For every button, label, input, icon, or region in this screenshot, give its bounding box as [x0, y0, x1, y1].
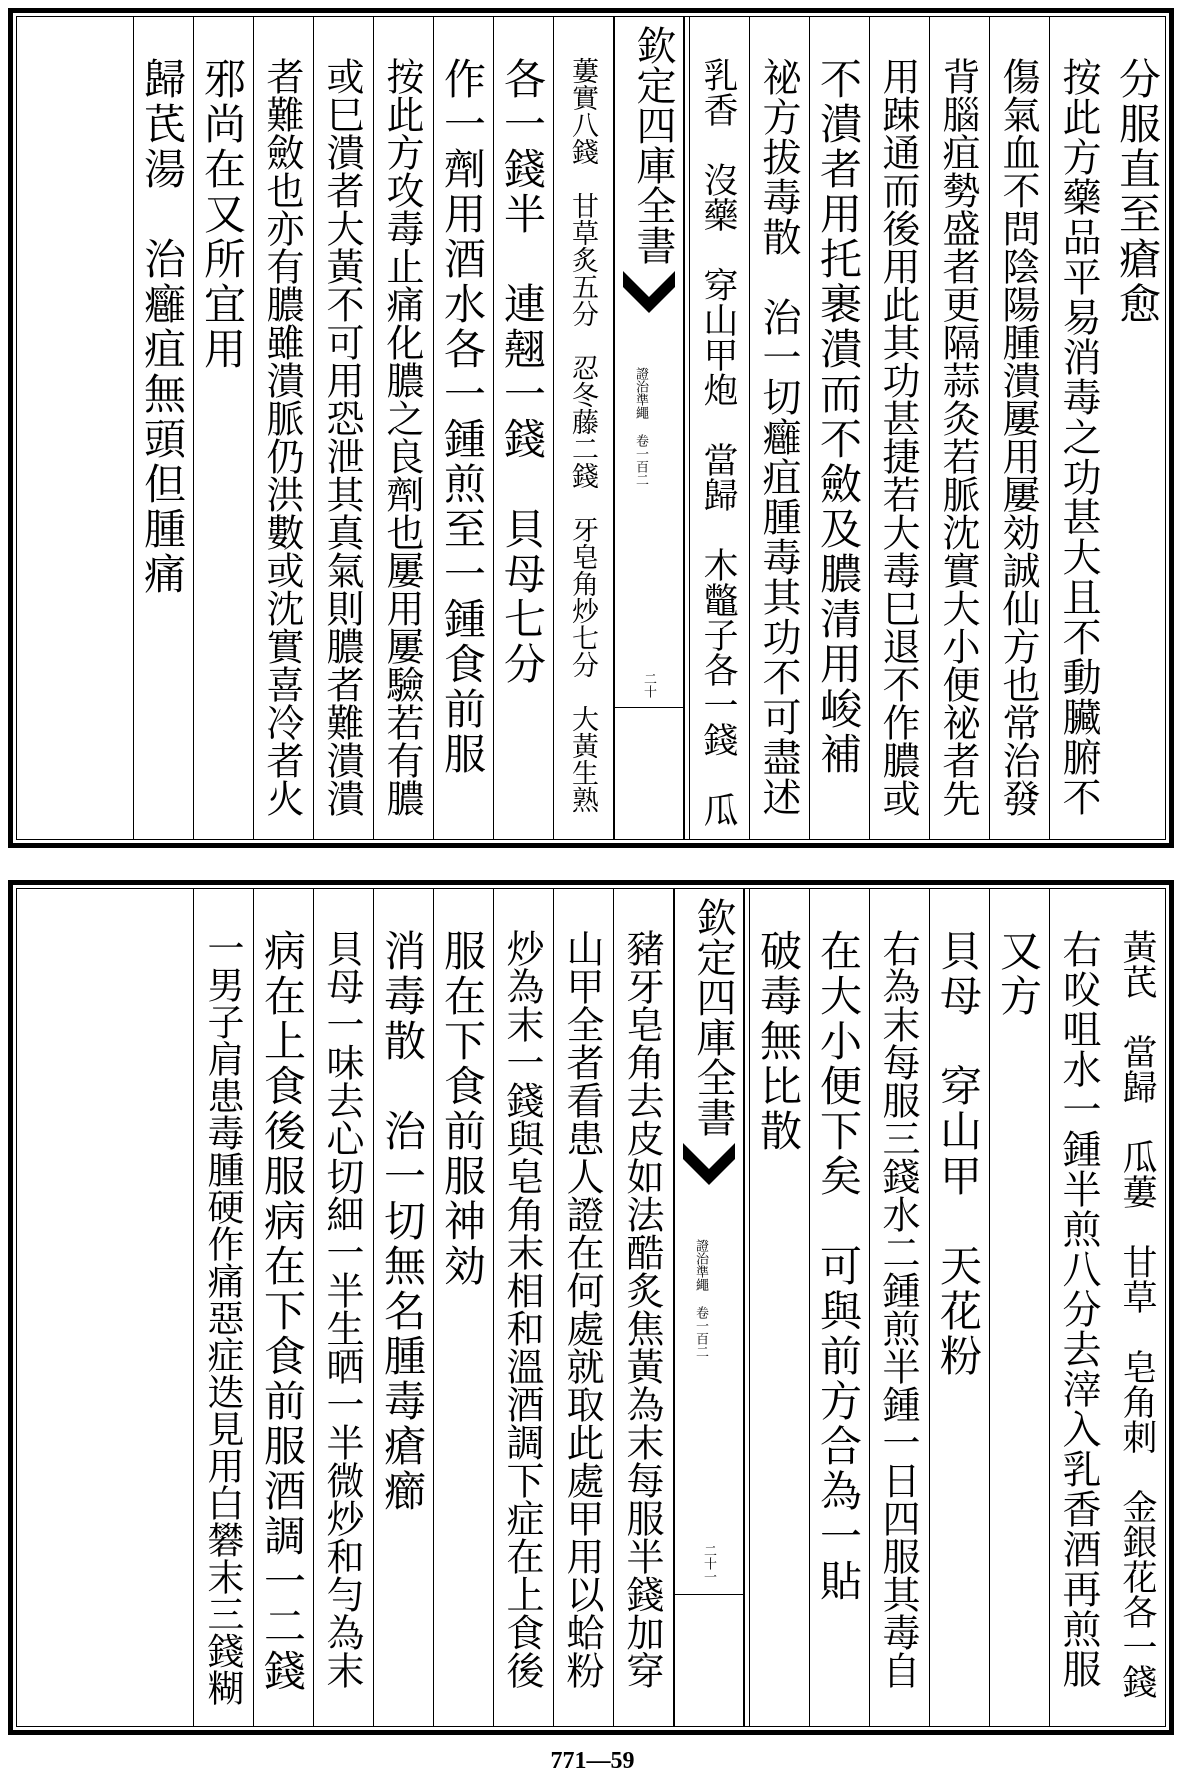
text-column: [493, 17, 549, 839]
text-column: [253, 17, 309, 839]
leaf-number: 二十一: [701, 1544, 716, 1583]
text-column: [133, 17, 189, 839]
column-text: 邪尚在又所宜用: [198, 57, 247, 372]
column-text: 各一錢半 連翹一錢 貝母七分: [498, 57, 547, 687]
column-text: 消毒散 治一切無名腫毒瘡癤: [378, 929, 427, 1514]
leaf-number: 二十: [641, 672, 656, 698]
column-text: 背腦疽勢盛者更隔蒜灸若脈沈實大小便祕者先: [936, 57, 980, 817]
center-label: [613, 17, 685, 839]
page-number: 771—59: [550, 1748, 635, 1774]
text-column: [253, 889, 309, 1726]
column-text: 一男子肩患毒腫硬作痛惡症迭見用白礬末三錢糊: [201, 929, 244, 1706]
text-column: [193, 889, 249, 1726]
column-text: 蔞實八錢 甘草炙五分 忍冬藤二錢 牙皂角炒七分 大黃生熟: [567, 57, 598, 813]
text-column: [313, 889, 369, 1726]
text-column: [553, 17, 609, 839]
column-text: 歸芪湯 治癰疽無頭但腫痛: [138, 57, 187, 597]
text-column: [689, 17, 745, 839]
column-text: 黃芪 當歸 瓜蔞 甘草 皂角刺 金銀花各一錢: [1117, 929, 1157, 1699]
book-title: 欽定四庫全書: [690, 897, 736, 1137]
text-column: [929, 17, 985, 839]
column-text: 者難斂也亦有膿雖潰脈仍洪數或沈實喜冷者火: [260, 57, 304, 817]
column-text: 作一劑用酒水各一鍾煎至一鍾食前服: [438, 57, 487, 777]
text-column: [809, 889, 865, 1726]
column-text: 祕方拔毒散 治一切癰疽腫毒其功不可盡述: [756, 57, 801, 817]
column-text: 在大小便下矣 可與前方合為一貼: [814, 929, 863, 1604]
text-column: [373, 17, 429, 839]
text-column: [433, 889, 489, 1726]
text-column: [613, 889, 669, 1726]
divider: [615, 707, 683, 708]
top-page: [8, 8, 1174, 848]
column-text: 按此方攻毒止痛化膿之良劑也屢用屢驗若有膿: [380, 57, 424, 817]
text-column: [869, 889, 925, 1726]
text-column: [869, 17, 925, 839]
column-text: 炒為末一錢與皂角末相和溫酒調下症在上食後: [500, 929, 544, 1689]
bottom-page-frame: [16, 888, 1166, 1727]
text-column: [1049, 889, 1105, 1726]
column-text: 右為末每服三錢水二鍾煎半鍾一日四服其毒自: [876, 929, 920, 1689]
column-text: 豬牙皂角去皮如法酷炙焦黃為末每服半錢加穿: [620, 929, 664, 1689]
center-label: [673, 889, 745, 1726]
text-column: [989, 17, 1045, 839]
column-text: 山甲全者看患人證在何處就取此處甲用以蛤粉: [560, 929, 604, 1689]
text-column: [1109, 17, 1165, 839]
column-text: 用踈通而後用此其功甚捷若大毒巳退不作膿或: [876, 57, 920, 817]
text-column: [1109, 889, 1165, 1726]
text-column: [433, 17, 489, 839]
bottom-page: [8, 880, 1174, 1735]
column-text: 乳香 沒藥 穿山甲炮 當歸 木鼈子各一錢 瓜: [698, 57, 738, 827]
text-column: [493, 889, 549, 1726]
column-text: 服在下食前服神効: [438, 929, 487, 1289]
juan-label: 證治準繩 卷一百二: [693, 1239, 708, 1358]
divider: [675, 1594, 743, 1595]
column-text: 破毒無比散: [754, 929, 803, 1154]
column-text: 貝母 穿山甲 天花粉: [934, 929, 983, 1379]
column-text: 分服直至瘡愈: [1113, 57, 1162, 327]
column-text: 右㕮咀水一鍾半煎八分去滓入乳香酒再煎服: [1056, 929, 1101, 1689]
column-text: 或巳潰者大黃不可用恐泄其真氣則膿者難潰潰: [320, 57, 364, 817]
top-page-frame: [16, 16, 1166, 840]
juan-label: 證治準繩 卷一百二: [633, 367, 648, 486]
text-column: [193, 17, 249, 839]
column-text: 又方: [994, 929, 1043, 1019]
text-column: [929, 889, 985, 1726]
fish-tail-ornament: [619, 267, 679, 337]
column-text: 病在上食後服病在下食前服酒調一二錢: [258, 929, 307, 1694]
text-column: [749, 17, 805, 839]
text-column: [749, 889, 805, 1726]
text-column: [809, 17, 865, 839]
text-column: [313, 17, 369, 839]
text-column: [1049, 17, 1105, 839]
text-column: [373, 889, 429, 1726]
fish-tail-ornament: [679, 1139, 739, 1209]
text-column: [989, 889, 1045, 1726]
column-text: 按此方藥品平易消毒之功甚大且不動臟腑不: [1056, 57, 1101, 817]
column-text: 不潰者用托裹潰而不斂及膿清用峻補: [814, 57, 863, 777]
column-text: 傷氣血不問陰陽腫潰屢用屢効誠仙方也常治發: [996, 57, 1040, 817]
text-column: [553, 889, 609, 1726]
book-title: 欽定四庫全書: [630, 25, 676, 265]
column-text: 貝母一味去心切細一半生晒一半微炒和勻為末: [320, 929, 364, 1689]
